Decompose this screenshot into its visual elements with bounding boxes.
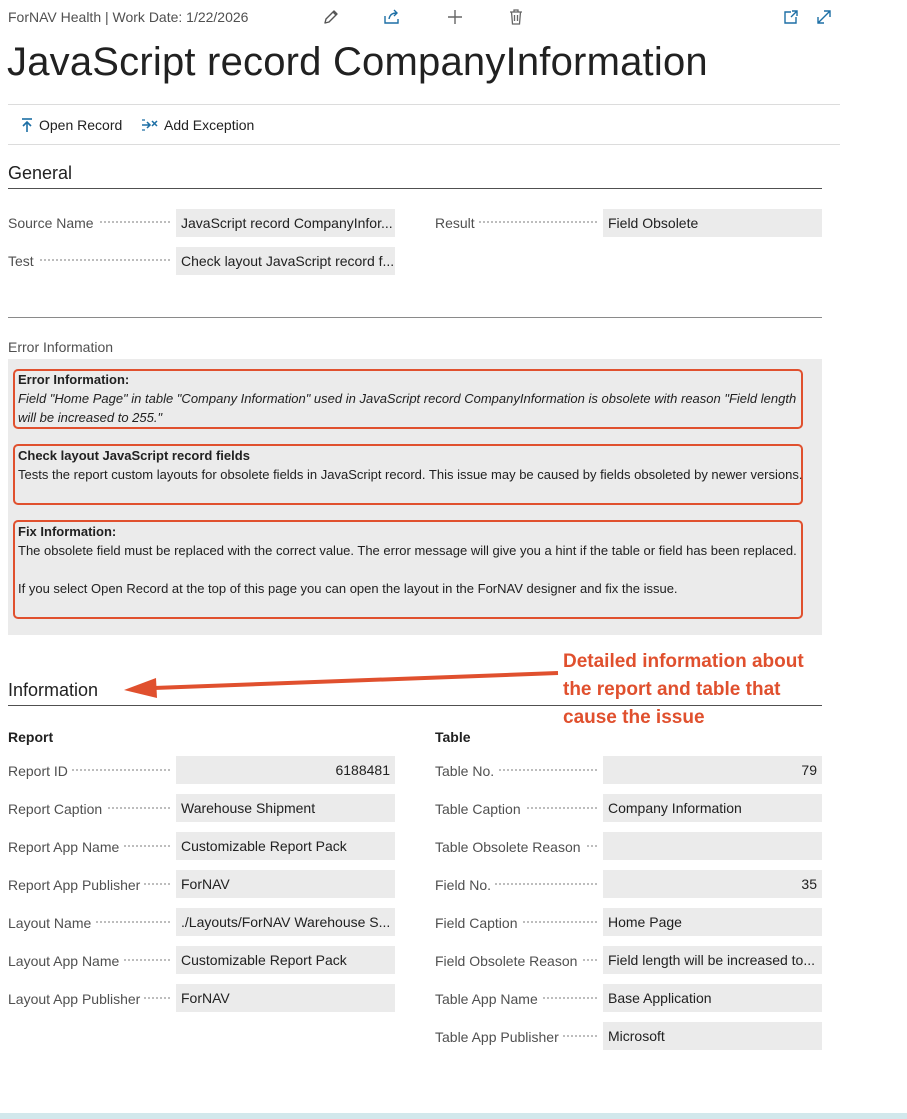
new-icon[interactable] bbox=[444, 6, 466, 28]
error-information-body: Field "Home Page" in table "Company Information" used in JavaScript record CompanyInformation is obsolete with reason "Field length will be increased to 255." bbox=[18, 391, 797, 425]
table-obsolete-reason-field[interactable] bbox=[603, 832, 822, 860]
field-obsolete-reason-field[interactable]: Field length will be increased to... bbox=[603, 946, 822, 974]
action-bar bbox=[8, 104, 840, 145]
general-divider bbox=[8, 188, 822, 189]
test-field[interactable]: Check layout JavaScript record f... bbox=[176, 247, 395, 275]
report-id-field[interactable]: 6188481 bbox=[176, 756, 395, 784]
result-field[interactable]: Field Obsolete bbox=[603, 209, 822, 237]
fix-information-body-2: If you select Open Record at the top of this page you can open the layout in the ForNAV designer and fix the issue. bbox=[18, 581, 678, 596]
share-icon[interactable] bbox=[381, 6, 403, 28]
check-layout-body: Tests the report custom layouts for obsolete fields in JavaScript record. This issue may be caused by fields obsoleted by newer versions. bbox=[18, 467, 803, 482]
table-app-name-field[interactable]: Base Application bbox=[603, 984, 822, 1012]
table-caption-field[interactable]: Company Information bbox=[603, 794, 822, 822]
report-app-name-field[interactable]: Customizable Report Pack bbox=[176, 832, 395, 860]
report-app-publisher-field[interactable]: ForNAV bbox=[176, 870, 395, 898]
error-information-heading: Error Information: bbox=[18, 372, 130, 387]
top-bar bbox=[0, 0, 907, 34]
open-record-button[interactable] bbox=[20, 117, 122, 133]
edit-icon[interactable] bbox=[320, 6, 342, 28]
table-app-name-label: Table App Name bbox=[435, 991, 601, 1007]
field-caption-field[interactable]: Home Page bbox=[603, 908, 822, 936]
table-caption-label: Table Caption bbox=[435, 801, 601, 817]
error-information-text bbox=[18, 370, 803, 427]
table-obsolete-reason-label: Table Obsolete Reason bbox=[435, 839, 601, 855]
expand-icon[interactable] bbox=[813, 6, 835, 28]
table-app-publisher-field[interactable]: Microsoft bbox=[603, 1022, 822, 1050]
report-id-label: Report ID bbox=[8, 763, 174, 779]
fix-information-text bbox=[18, 522, 803, 598]
field-no-label: Field No. bbox=[435, 877, 601, 893]
add-exception-icon bbox=[141, 117, 159, 133]
fix-information-heading: Fix Information: bbox=[18, 524, 117, 539]
add-exception-label: Add Exception bbox=[164, 117, 255, 133]
layout-app-publisher-field[interactable]: ForNAV bbox=[176, 984, 395, 1012]
table-subheading: Table bbox=[435, 729, 471, 745]
general-bottom-divider bbox=[8, 317, 822, 318]
layout-app-name-label: Layout App Name bbox=[8, 953, 174, 969]
layout-app-publisher-label: Layout App Publisher bbox=[8, 991, 174, 1007]
check-layout-text bbox=[18, 446, 803, 484]
fix-information-body-1: The obsolete field must be replaced with the correct value. The error message will give you a hint if the table or field has been replaced. bbox=[18, 543, 797, 558]
report-caption-field[interactable]: Warehouse Shipment bbox=[176, 794, 395, 822]
layout-name-field[interactable]: ./Layouts/ForNAV Warehouse S... bbox=[176, 908, 395, 936]
source-name-label: Source Name bbox=[8, 215, 174, 231]
report-app-publisher-label: Report App Publisher bbox=[8, 877, 174, 893]
delete-icon[interactable] bbox=[505, 6, 527, 28]
report-app-name-label: Report App Name bbox=[8, 839, 174, 855]
open-new-window-icon[interactable] bbox=[780, 6, 802, 28]
report-subheading: Report bbox=[8, 729, 54, 745]
result-label: Result bbox=[435, 215, 601, 231]
layout-name-label: Layout Name bbox=[8, 915, 174, 931]
annotation-text: Detailed information about the report and table that cause the issue bbox=[563, 651, 804, 728]
check-layout-heading: Check layout JavaScript record fields bbox=[18, 448, 250, 463]
layout-app-name-field[interactable]: Customizable Report Pack bbox=[176, 946, 395, 974]
bottom-strip bbox=[0, 1113, 907, 1119]
breadcrumb: ForNAV Health | Work Date: 1/22/2026 bbox=[8, 9, 249, 25]
table-app-publisher-label: Table App Publisher bbox=[435, 1029, 601, 1045]
source-name-field[interactable]: JavaScript record CompanyInfor... bbox=[176, 209, 395, 237]
information-section-title[interactable]: Information bbox=[8, 680, 99, 700]
test-label: Test bbox=[8, 253, 174, 269]
general-section-title[interactable]: General bbox=[8, 163, 73, 183]
table-no-field[interactable]: 79 bbox=[603, 756, 822, 784]
open-record-label: Open Record bbox=[39, 117, 123, 133]
page-title: JavaScript record CompanyInformation bbox=[7, 40, 708, 84]
table-no-label: Table No. bbox=[435, 763, 601, 779]
field-no-field[interactable]: 35 bbox=[603, 870, 822, 898]
open-record-icon bbox=[20, 117, 34, 133]
annotation-arrow bbox=[120, 666, 560, 706]
add-exception-button[interactable] bbox=[141, 117, 254, 133]
field-caption-label: Field Caption bbox=[435, 915, 601, 931]
error-information-label: Error Information bbox=[8, 339, 114, 355]
report-caption-label: Report Caption bbox=[8, 801, 174, 817]
field-obsolete-reason-label: Field Obsolete Reason bbox=[435, 953, 601, 969]
